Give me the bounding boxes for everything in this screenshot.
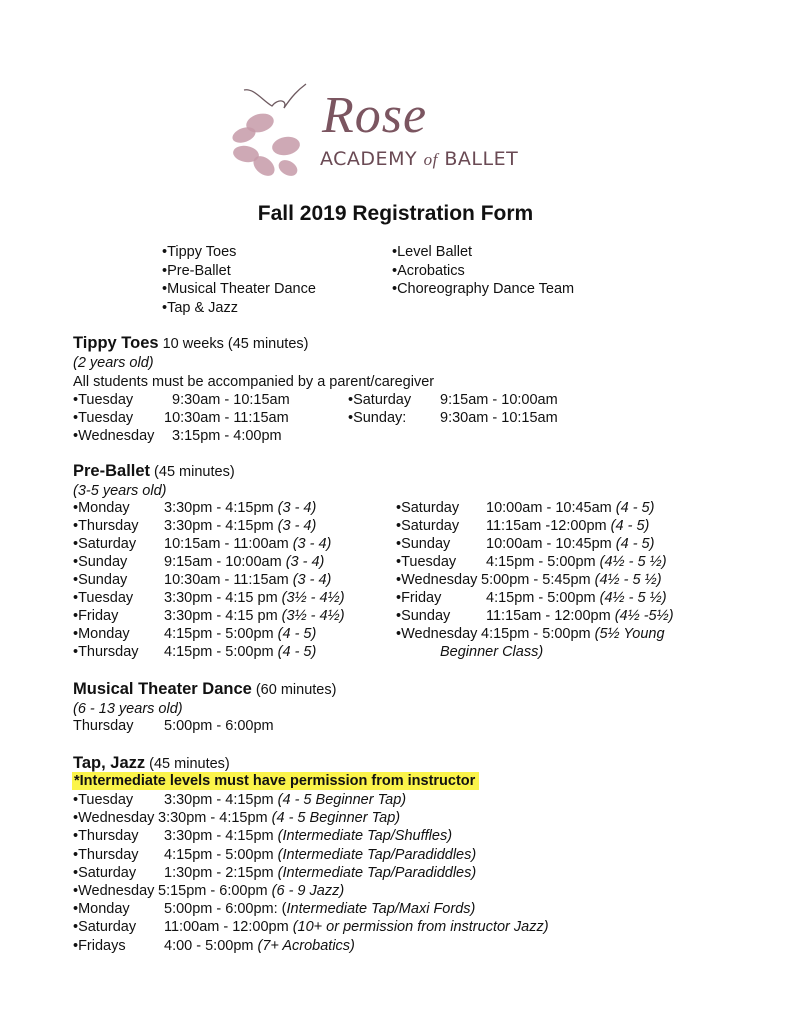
logo-subtitle-academy: ACADEMY: [320, 148, 418, 170]
schedule-note: (4 - 5 Beginner Tap): [271, 810, 401, 827]
section-heading-musical-theater: [73, 680, 336, 699]
schedule-time-range: 3:30pm - 4:15 pm: [164, 608, 282, 624]
schedule-note-continuation: Beginner Class): [440, 644, 544, 660]
schedule-time: [164, 919, 549, 935]
schedule-note: (3 - 4): [277, 500, 317, 516]
schedule-day: •Friday: [73, 608, 119, 624]
schedule-time-range: 4:15pm - 5:00pm: [164, 626, 278, 642]
schedule-time: [158, 810, 400, 826]
schedule-time: [481, 626, 665, 642]
schedule-note: (4 - 5 Beginner Tap): [277, 792, 407, 808]
program-item: •Pre-Ballet: [162, 262, 231, 279]
schedule-time-range: 5:00pm - 6:00pm: (: [164, 901, 287, 918]
schedule-time-range: 4:15pm - 5:00pm: [481, 626, 595, 642]
schedule-day: •Tuesday: [396, 554, 457, 570]
ballerina-flower-icon: [222, 78, 322, 183]
schedule-note: (3 - 4): [285, 554, 325, 570]
schedule-day: •Wednesday: [396, 572, 478, 588]
logo-wordmark: Rose: [322, 87, 428, 144]
schedule-time-range: 11:15am - 12:00pm: [486, 608, 615, 624]
schedule-time-range: 3:30pm - 4:15pm: [164, 792, 278, 808]
schedule-time-range: 4:15pm - 5:00pm: [164, 644, 278, 660]
schedule-time-range: 3:30pm - 4:15 pm: [164, 590, 282, 606]
schedule-time: [164, 938, 355, 954]
program-item: •Musical Theater Dance: [162, 281, 316, 297]
schedule-note: (Intermediate Tap/Paradiddles): [277, 864, 477, 881]
schedule-day: •Sunday: [396, 608, 451, 624]
schedule-day: •Fridays: [73, 937, 126, 954]
schedule-day: •Saturday: [396, 500, 460, 516]
schedule-time: [158, 883, 344, 899]
schedule-time-range: 4:15pm - 5:00pm: [486, 590, 600, 606]
schedule-note: (3 - 4): [292, 572, 332, 588]
schedule-note: (4½ - 5 ½): [594, 572, 662, 588]
schedule-note: (Intermediate Tap/Shuffles): [277, 828, 453, 845]
section-title: Tap, Jazz: [73, 754, 146, 772]
schedule-note: (4 - 5): [610, 518, 650, 534]
section-heading-pre-ballet: [73, 462, 235, 481]
schedule-time-range: 11:15am -12:00pm: [486, 518, 611, 534]
schedule-time: [164, 828, 452, 844]
age-range: (3-5 years old): [73, 483, 167, 499]
schedule-time-range: 10:00am - 10:45pm: [486, 536, 616, 552]
schedule-time: 5:00pm - 6:00pm: [164, 718, 274, 734]
schedule-day: •Saturday: [73, 919, 137, 936]
rose-academy-logo: [222, 78, 522, 183]
schedule-time-range: 5:15pm - 6:00pm: [158, 883, 272, 899]
schedule-day: •Thursday: [73, 518, 139, 534]
schedule-time: [481, 572, 662, 588]
section-heading-tippy-toes: [73, 334, 308, 353]
schedule-time-range: 4:15pm - 5:00pm: [486, 554, 600, 570]
schedule-time: 9:30am - 10:15am: [440, 410, 558, 426]
schedule-time-range: 3:30pm - 4:15pm: [164, 518, 278, 534]
program-list-left: [162, 243, 316, 317]
schedule-day: •Wednesday: [73, 428, 155, 444]
section-heading-tap-jazz: [73, 754, 230, 773]
logo-subtitle-ballet: BALLET: [444, 148, 519, 170]
logo-subtitle: [320, 148, 518, 170]
section-duration: (45 minutes): [145, 756, 230, 772]
logo-subtitle-of: of: [423, 150, 438, 169]
schedule-note: (4 - 5): [615, 500, 655, 516]
schedule-day: •Sunday: [73, 554, 128, 570]
schedule-time: [486, 590, 667, 606]
schedule-time: [164, 554, 324, 570]
program-item: •Tippy Toes: [162, 244, 237, 260]
section-title: Tippy Toes: [73, 334, 159, 352]
schedule-day: •Wednesday: [73, 883, 155, 899]
section-duration: (60 minutes): [251, 682, 337, 698]
schedule-time: [486, 500, 654, 516]
schedule-note: (4 - 5): [277, 644, 317, 660]
schedule-time-range: 9:15am - 10:00am: [164, 554, 286, 570]
schedule-note: (7+ Acrobatics): [257, 937, 355, 954]
schedule-note: Intermediate Tap/Maxi Fords): [286, 901, 476, 918]
schedule-time-range: 10:15am - 11:00am: [164, 536, 293, 552]
schedule-time-range: 1:30pm - 2:15pm: [164, 864, 278, 881]
schedule-time: [164, 626, 316, 642]
schedule-time: 9:15am - 10:00am: [440, 392, 558, 408]
schedule-time: [164, 500, 316, 516]
schedule-time-range: 4:15pm - 5:00pm: [164, 846, 278, 863]
age-range: (2 years old): [73, 355, 154, 371]
schedule-note: (4 - 5): [615, 536, 655, 552]
schedule-time-range: 3:30pm - 4:15pm: [158, 810, 272, 827]
schedule-note: (4½ -5½): [614, 608, 674, 624]
program-item: •Level Ballet: [392, 244, 473, 260]
schedule-note: (10+ or permission from instructor Jazz): [292, 919, 549, 936]
schedule-time: [486, 536, 654, 552]
schedule-day: •Saturday: [73, 536, 137, 552]
schedule-time-range: 3:30pm - 4:15pm: [164, 828, 278, 845]
schedule-time: [164, 536, 331, 552]
schedule-note: (4½ - 5 ½): [599, 590, 667, 606]
schedule-day: •Tuesday: [73, 590, 134, 606]
permission-notice: [72, 773, 479, 789]
schedule-time-range: 5:00pm - 5:45pm: [481, 572, 595, 588]
schedule-time: [164, 572, 331, 588]
schedule-time: 9:30am - 10:15am: [172, 392, 290, 408]
schedule-time: [486, 518, 649, 534]
schedule-note: (6 - 9 Jazz): [271, 883, 345, 899]
schedule-day: •Tuesday: [73, 410, 134, 426]
schedule-day: •Monday: [73, 901, 130, 918]
section-title: Pre-Ballet: [73, 462, 151, 480]
schedule-time: [164, 644, 316, 660]
schedule-note: (Intermediate Tap/Paradiddles): [277, 846, 477, 863]
schedule-time-range: 10:00am - 10:45am: [486, 500, 616, 516]
schedule-time: [164, 792, 406, 808]
schedule-time: [164, 518, 316, 534]
schedule-note: (4½ - 5 ½): [599, 554, 667, 570]
schedule-time: [164, 590, 345, 606]
schedule-time-range: 3:30pm - 4:15pm: [164, 500, 278, 516]
schedule-day: •Sunday: [396, 536, 451, 552]
age-range: (6 - 13 years old): [73, 701, 183, 717]
schedule-day: •Sunday: [73, 572, 128, 588]
schedule-note: (3½ - 4½): [281, 590, 345, 606]
schedule-time-range: 4:00 - 5:00pm: [164, 937, 258, 954]
section-duration: (45 minutes): [150, 464, 235, 480]
schedule-time: [164, 865, 476, 881]
schedule-day: •Saturday: [73, 864, 137, 881]
program-list-right: [392, 243, 574, 299]
schedule-note: (3½ - 4½): [281, 608, 345, 624]
schedule-time: 10:30am - 11:15am: [164, 410, 289, 426]
schedule-note: (3 - 4): [292, 536, 332, 552]
schedule-day: •Monday: [73, 500, 130, 516]
schedule-day: •Sunday:: [348, 410, 407, 426]
schedule-day: •Tuesday: [73, 792, 134, 808]
program-item: •Acrobatics: [392, 262, 465, 279]
program-item: •Tap & Jazz: [162, 299, 238, 316]
schedule-day: •Thursday: [73, 644, 139, 660]
section-duration: 10 weeks (45 minutes): [158, 336, 309, 352]
schedule-day: •Wednesday: [73, 810, 155, 827]
schedule-time-range: 10:30am - 11:15am: [164, 572, 293, 588]
schedule-day: •Saturday: [396, 518, 460, 534]
section-note: All students must be accompanied by a parent/caregiver: [73, 374, 435, 390]
schedule-day: •Saturday: [348, 392, 412, 408]
schedule-time: [486, 554, 667, 570]
schedule-day: •Monday: [73, 626, 130, 642]
schedule-day: •Thursday: [73, 828, 139, 845]
schedule-day: Thursday: [73, 718, 134, 734]
schedule-note: (4 - 5): [277, 626, 317, 642]
schedule-time: [486, 608, 674, 624]
schedule-time: [164, 608, 345, 624]
highlighted-notice: *Intermediate levels must have permission from instructor: [72, 772, 479, 790]
schedule-time: [164, 847, 476, 863]
schedule-time-range: 11:00am - 12:00pm: [164, 919, 293, 936]
page-title: Fall 2019 Registration Form: [257, 202, 534, 225]
schedule-day: •Wednesday: [396, 626, 478, 642]
schedule-note: (3 - 4): [277, 518, 317, 534]
schedule-day: •Thursday: [73, 846, 139, 863]
schedule-time: 3:15pm - 4:00pm: [172, 428, 282, 444]
program-item: •Choreography Dance Team: [392, 281, 575, 297]
schedule-day: •Tuesday: [73, 392, 134, 408]
schedule-time: [164, 901, 475, 917]
section-title: Musical Theater Dance: [73, 680, 252, 698]
schedule-day: •Friday: [396, 590, 442, 606]
schedule-note: (5½ Young: [594, 626, 665, 642]
